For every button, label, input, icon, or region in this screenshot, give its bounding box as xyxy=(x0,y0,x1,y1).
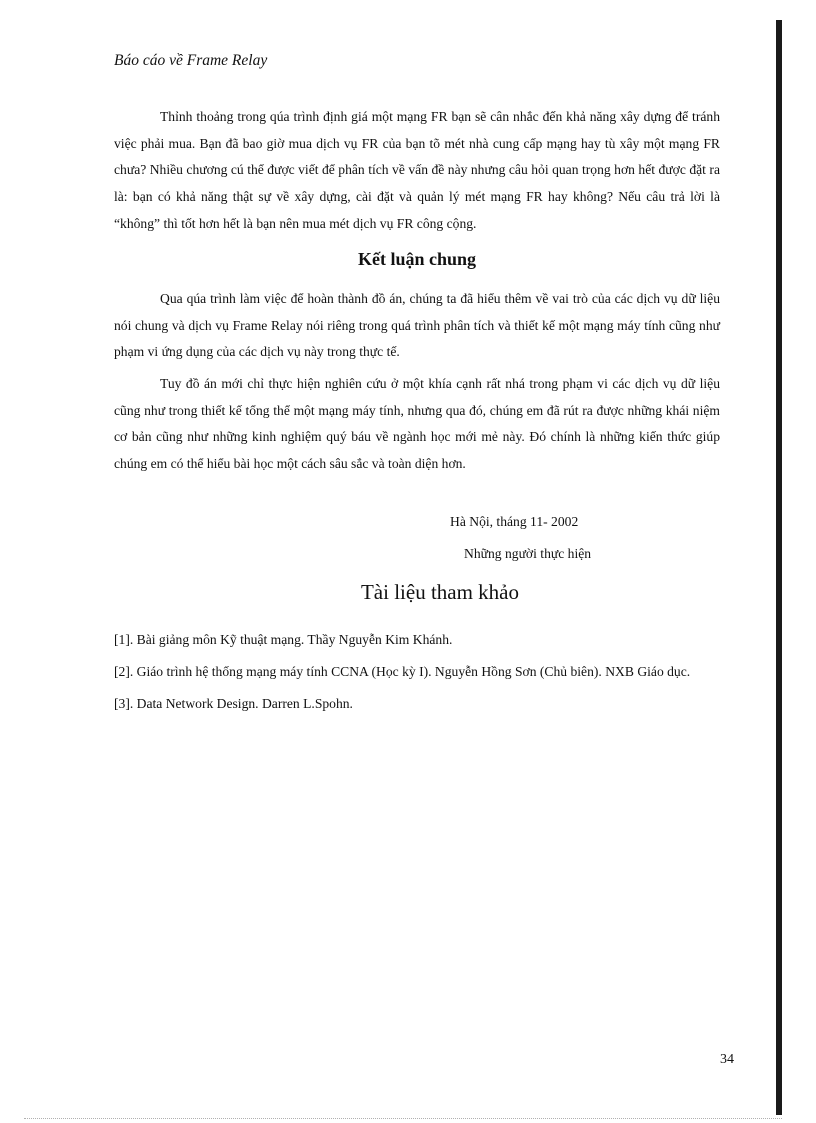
intro-paragraph: Thỉnh thoảng trong qúa trình định giá một mạng FR bạn sẽ cân nhắc đến khả năng xây dựng để tránh việc phải mua. Bạn đã bao giờ mua dịch vụ FR của bạn tõ mét nhà cung cấp mạng hay tù xây một mạng FR chưa? Nhiều chương cú thể được viết để phân tích về vấn đề này nhưng câu hỏi quan trọng hơn hết được đặt ra là: bạn có khả năng thật sự về xây dựng, cài đặt và quản lý mét mạng FR hay không? Nếu câu trả lời là “không” thì tốt hơn hết là bạn nên mua mét dịch vụ FR công cộng. xyxy=(114,109,720,231)
reference-item: [2]. Giáo trình hệ thống mạng máy tính CCNA (Học kỳ I). Nguyễn Hồng Sơn (Chủ biên). NXB Giáo dục. xyxy=(114,664,691,679)
page-bottom-dotted-line xyxy=(24,1118,782,1119)
page-shadow-right xyxy=(776,20,782,1115)
signature-authors: Những người thực hiện xyxy=(464,546,592,561)
intro-paragraph-block xyxy=(114,104,720,238)
conclusion-heading: Kết luận chung xyxy=(357,249,477,269)
conclusion-paragraph-1-block xyxy=(114,286,720,366)
references-list xyxy=(114,627,724,723)
page-number: 34 xyxy=(720,1052,734,1067)
reference-item: [1]. Bài giảng môn Kỹ thuật mạng. Thầy Nguyễn Kim Khánh. xyxy=(114,632,453,647)
place-date: Hà Nội, tháng 11- 2002 xyxy=(450,514,579,529)
reference-item: [3]. Data Network Design. Darren L.Spohn. xyxy=(114,696,353,711)
references-heading: Tài liệu tham khảo xyxy=(360,580,520,604)
conclusion-paragraph-2: Tuy đồ án mới chỉ thực hiện nghiên cứu ở một khía cạnh rất nhá trong phạm vi các dịch vụ dữ liệu cũng như trong thiết kế tổng thể một mạng máy tính, nhưng qua đó, chúng em đã rút ra được những khái niệm cơ bản cũng như những kinh nghiệm quý báu về ngành học mới mẻ này. Đó chính là những kiến thức giúp chúng em có thể hiểu bài học một cách sâu sắc và toàn diện hơn. xyxy=(114,376,720,472)
running-header: Báo cáo về Frame Relay xyxy=(114,52,268,69)
conclusion-paragraph-1: Qua qúa trình làm việc để hoàn thành đồ án, chúng ta đã hiểu thêm về vai trò của các dịch vụ dữ liệu nói chung và dịch vụ Frame Relay nói riêng trong quá trình phân tích và thiết kế một mạng máy tính cũng như phạm vi ứng dụng của các dịch vụ này trong thực tế. xyxy=(114,291,720,360)
conclusion-paragraph-2-block xyxy=(114,371,720,478)
